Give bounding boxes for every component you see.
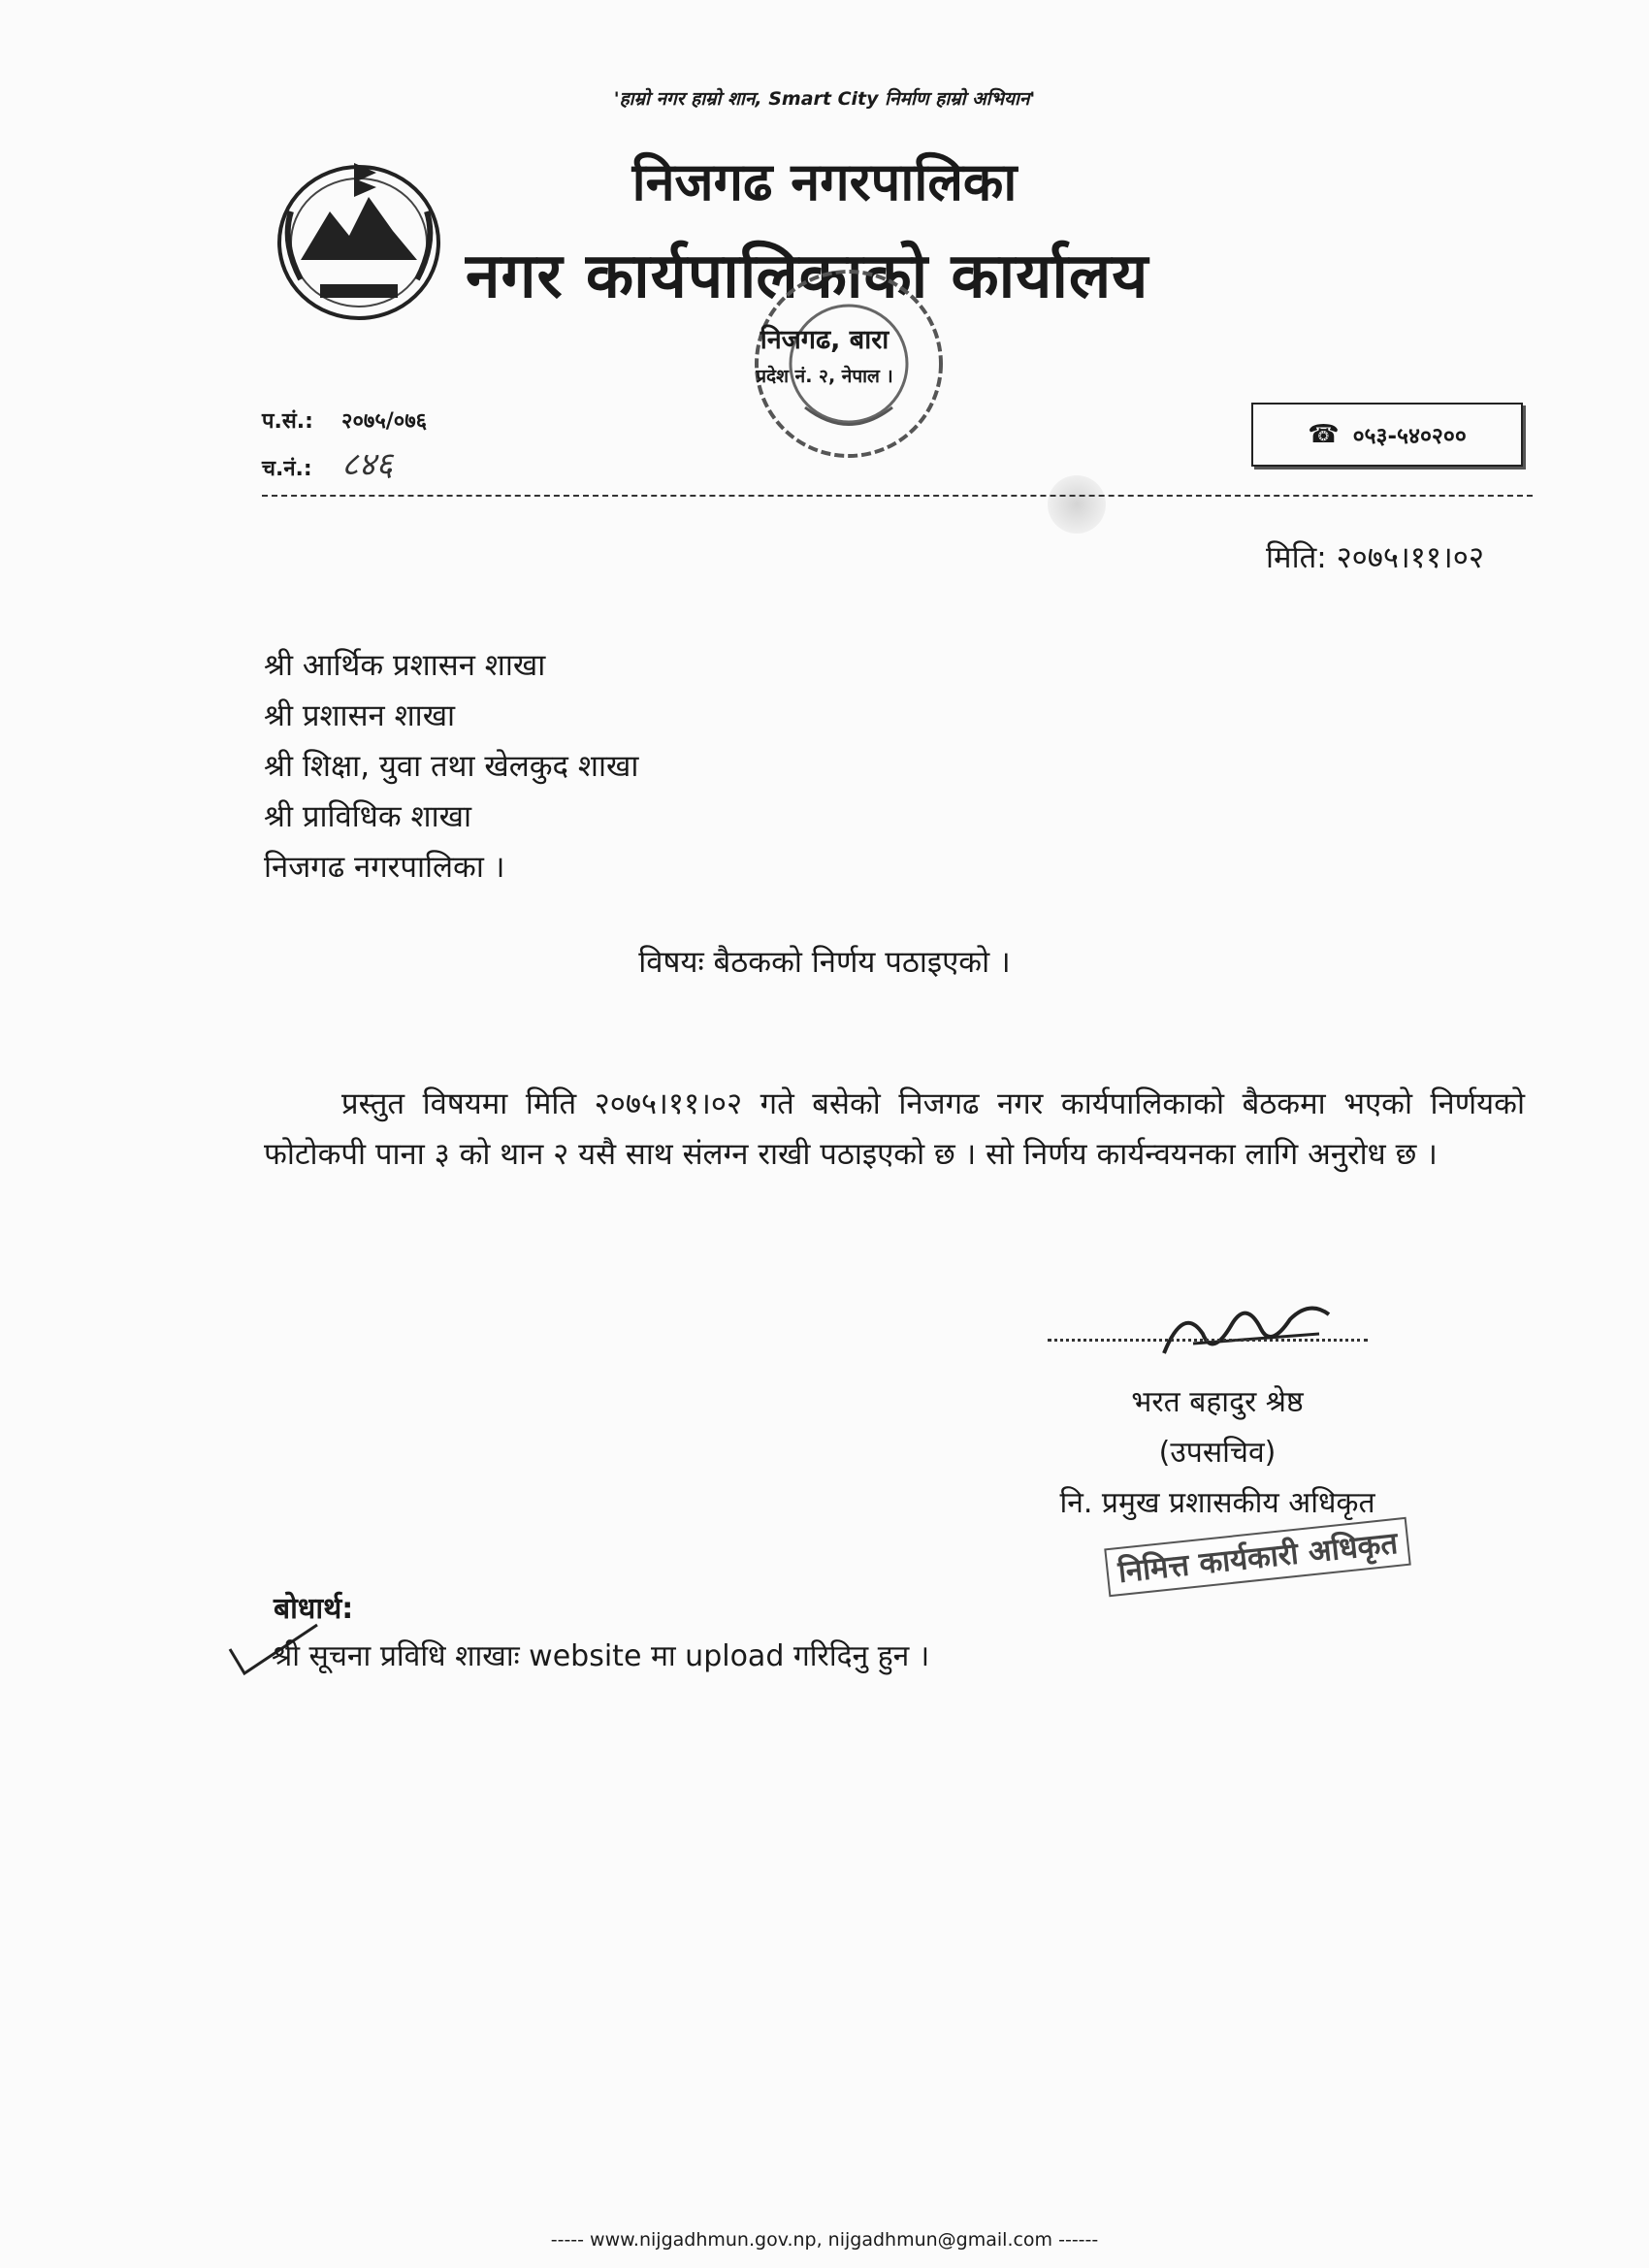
signatory-name: भरत बहादुर श्रेष्ठ — [1131, 1385, 1304, 1419]
cc-title: बोधार्थ: — [274, 1592, 354, 1626]
smudge-mark — [1048, 475, 1106, 534]
letter-body: प्रस्तुत विषयमा मिति २०७५।११।०२ गते बसेको निजगढ नगर कार्यपालिकाको बैठकमा भएको निर्णयको फोटोकपी पाना ३ को थान २ यसै साथ संलग्न राखी पठाइएको छ । सो निर्णय कार्यन्वयनका लागि अनुरोध छ । — [264, 1086, 1525, 1172]
ps-value: २०७५/०७६ — [341, 409, 428, 434]
office-name: नगर कार्यपालिकाको कार्यालय — [466, 241, 1149, 312]
cn-value: ८४६ — [341, 445, 394, 484]
letter-subject: विषयः बैठकको निर्णय पठाइएको । — [638, 945, 1011, 980]
footer-contact: ----- www.nijgadhmun.gov.np, nijgadhmun@gmail.com ------ — [550, 2229, 1099, 2251]
ps-label: प.सं.: — [262, 409, 313, 434]
recipient-list — [264, 640, 638, 892]
recipient-item: श्री प्रशासन शाखा — [264, 698, 456, 733]
slogan: 'हाम्रो नगर हाम्रो शान, Smart City निर्माण हाम्रो अभियान' — [613, 88, 1036, 110]
cn-label: च.नं.: — [262, 457, 312, 481]
recipient-item: निजगढ नगरपालिका । — [264, 850, 505, 885]
office-address: निजगढ, बारा — [760, 325, 889, 355]
header-divider — [262, 495, 1533, 497]
phone-box — [1251, 403, 1523, 467]
letter-date: मिति: २०७५।११।०२ — [1266, 540, 1485, 575]
telephone-icon: ☎ — [1308, 420, 1340, 449]
reference-cn — [262, 440, 393, 485]
handwritten-signature-icon — [1154, 1295, 1339, 1373]
recipient-item: श्री आर्थिक प्रशासन शाखा — [264, 648, 546, 683]
signature-line — [1048, 1339, 1368, 1342]
signatory-designation: (उपसचिव) — [1158, 1436, 1277, 1470]
province-line: प्रदेश नं. २, नेपाल । — [756, 366, 893, 387]
recipient-item: श्री प्राविधिक शाखा — [264, 799, 472, 834]
recipient-item: श्री शिक्षा, युवा तथा खेलकुद शाखा — [264, 749, 639, 784]
reference-ps — [262, 405, 427, 435]
signatory-block — [999, 1377, 1436, 1529]
phone-number: ०५३-५४०२०० — [1352, 424, 1467, 449]
signatory-role: नि. प्रमुख प्रशासकीय अधिकृत — [1059, 1486, 1375, 1520]
org-name: निजगढ नगरपालिका — [631, 151, 1018, 212]
officer-stamp: निमित्त कार्यकारी अधिकृत — [1104, 1517, 1411, 1597]
cc-line: श्री सूचना प्रविधि शाखाः website मा upload गरिदिनु हुन । — [272, 1639, 930, 1673]
